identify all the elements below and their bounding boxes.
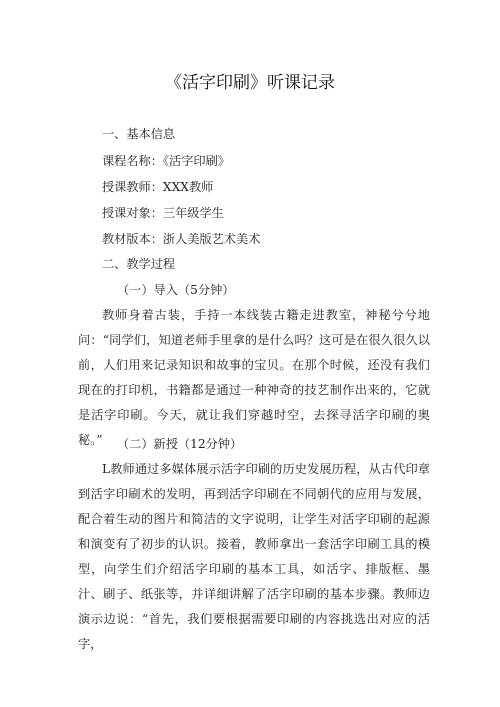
textbook-line: 教材版本：浙人美版艺术美术 [102,232,261,246]
document-title: 《活字印刷》听课记录 [165,73,335,93]
course-name-line: 课程名称：《活字印刷》 [102,154,230,168]
section-heading-basic-info: 一、基本信息 [102,127,176,141]
subsection-heading-new-lesson: （二）新授（12分钟） [117,437,243,451]
section-heading-teaching-process: 二、教学过程 [102,257,176,271]
subsection-heading-intro: （一）导入（5分钟） [117,283,235,297]
teacher-line: 授课教师：XXX教师 [102,180,214,194]
audience-line: 授课对象：三年级学生 [102,206,224,220]
intro-paragraph: 教师身着古装，手持一本线装古籍走进教室，神秘兮兮地问：“同学们，知道老师手里拿的是什么吗？这可是在很久很久以前，人们用来记录知识和故事的宝贝。在那个时候，还没有我们现在的打印机，书籍都是通过一种神奇的技艺制作出来的，它就是活字印刷。今天，就让我们穿越时空，去探寻活字印刷的奥秘。” [78,308,430,447]
new-lesson-paragraph: L教师通过多媒体展示活字印刷的历史发展历程，从古代印章到活字印刷术的发明，再到活字印刷在不同朝代的应用与发展，配合着生动的图片和简洁的文字说明，让学生对活字印刷的起源和演变有了初步的认识。接着，教师拿出一套活字印刷工具的模型，向学生们介绍活字印刷的基本工具，如活字、排版框、墨汁、刷子、纸张等，并详细讲解了活字印刷的基本步骤。教师边演示边说：“首先，我们要根据需要印刷的内容挑选出对应的活字， [78,462,430,651]
